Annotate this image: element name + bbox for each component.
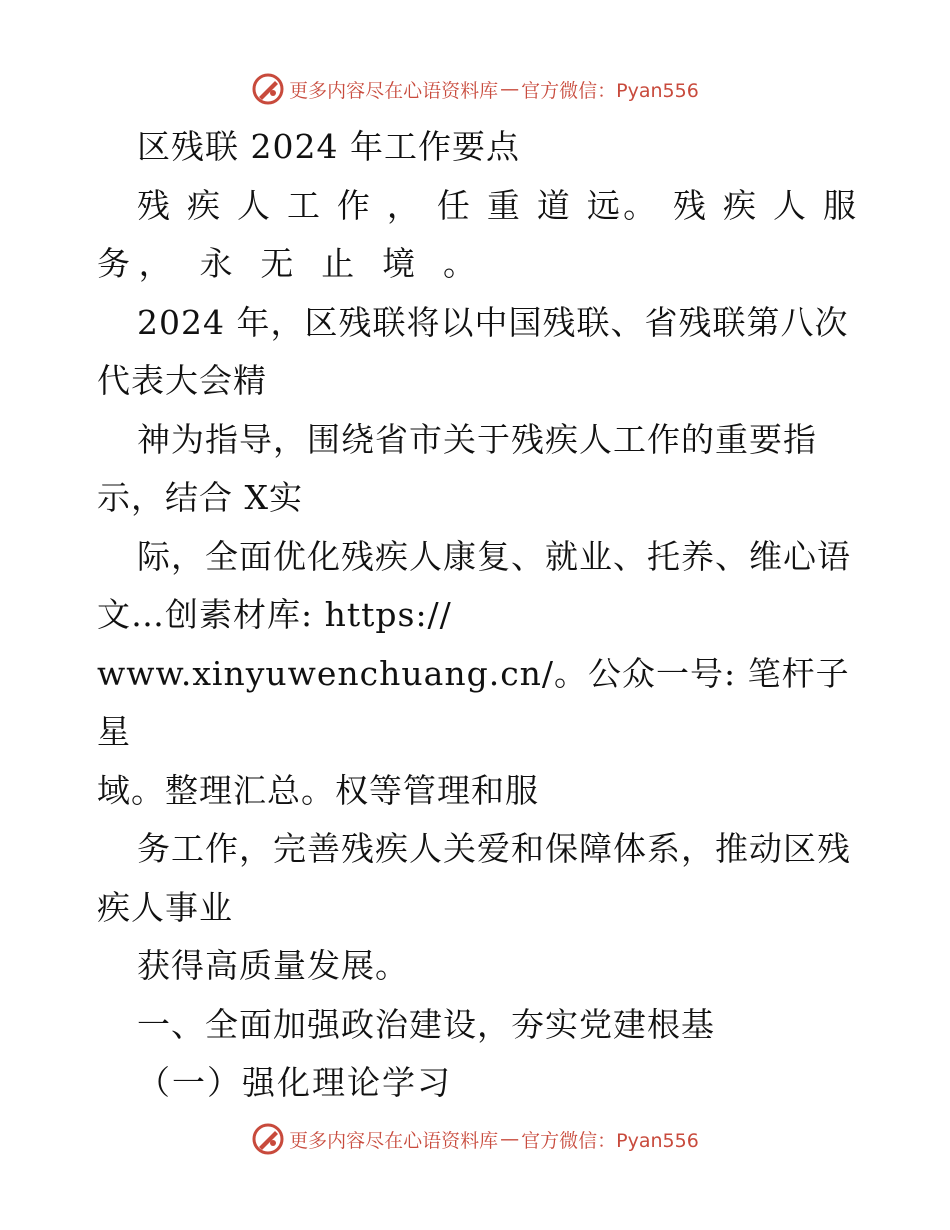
- doc-url-line: www.xinyuwenchuang.cn/。公众一号: 笔杆子星: [97, 653, 850, 751]
- doc-line: 务工作，完善残疾人关爱和保障体系，推动区残: [137, 829, 851, 868]
- doc-line: 务， 永 无 止 境 。: [97, 244, 477, 283]
- banner-title: 更多内容尽在心语资料库: [289, 79, 499, 102]
- doc-line: 际，全面优化残疾人康复、就业、托养、维心语: [137, 536, 851, 576]
- footer-banner: [0, 1122, 950, 1156]
- doc-line: 文…创素材库: https://: [97, 595, 452, 634]
- header-banner: [0, 72, 950, 106]
- banner-wechat: 官方微信：Pyan556: [521, 79, 699, 102]
- section-heading: 一、全面加强政治建设，夯实党建根基: [137, 1004, 715, 1044]
- subsection-heading: （一）强化理论学习: [137, 1063, 452, 1102]
- doc-line: 残 疾 人 工 作 ， 任 重 道 远。 残 疾 人 服: [137, 185, 857, 225]
- doc-line: 代表大会精: [97, 361, 267, 400]
- doc-line: 示，结合 X实: [97, 478, 303, 517]
- document-body: [97, 118, 857, 1113]
- doc-line: 域。整理汇总。权等管理和服: [97, 770, 539, 810]
- doc-title: 区残联 2024 年工作要点: [137, 127, 520, 166]
- doc-line: 获得高质量发展。: [137, 946, 409, 985]
- doc-line: 神为指导，围绕省市关于残疾人工作的重要指: [137, 419, 817, 459]
- doc-line: 2024 年，区残联将以中国残联、省残联第八次: [137, 302, 849, 342]
- banner-title: 更多内容尽在心语资料库: [289, 1129, 499, 1152]
- doc-line: 疾人事业: [97, 887, 233, 927]
- pen-logo-icon: [251, 1122, 285, 1156]
- banner-dash: —: [500, 1128, 520, 1150]
- banner-dash: —: [500, 78, 520, 100]
- pen-logo-icon: [251, 72, 285, 106]
- banner-wechat: 官方微信：Pyan556: [521, 1129, 699, 1152]
